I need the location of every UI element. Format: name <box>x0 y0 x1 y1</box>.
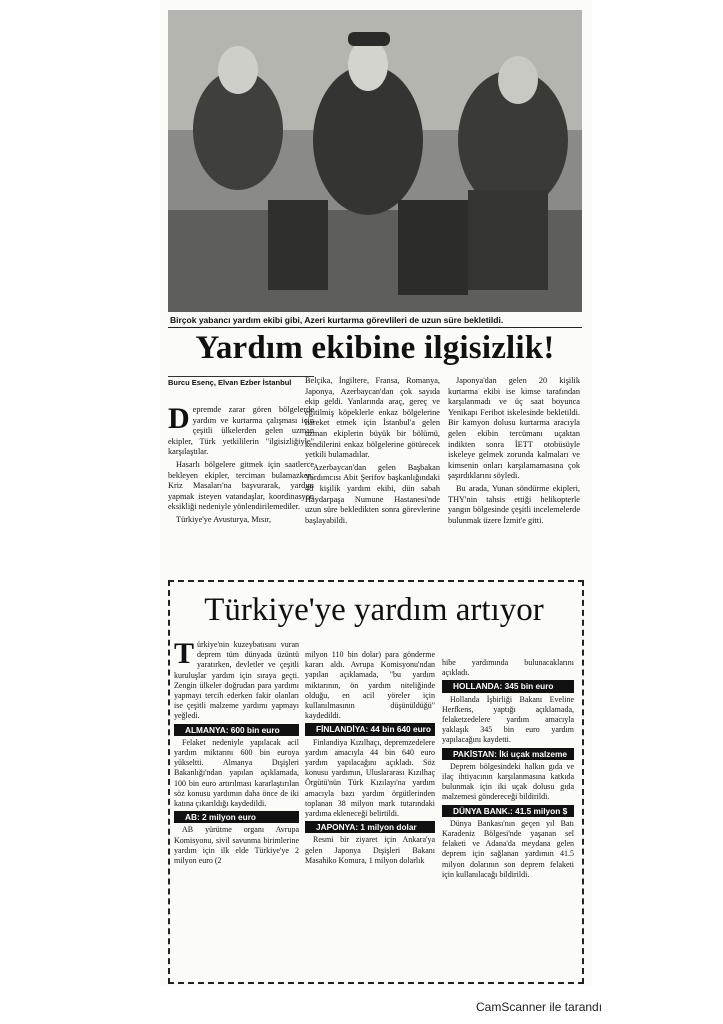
article1-headline: Yardım ekibine ilgisizlik! <box>195 330 555 366</box>
soldiers-photo-illustration <box>168 10 582 312</box>
article1-paragraph: Hasarlı bölgelere gitmek için saatlerce bekleyen ekipler, terciman bulamazken; Kriz Masaları'na başvurarak, yardım yapmak isteyen vatandaşlar, koordinasyon eksikliği nedeniyle yönlendirilemediler. <box>168 459 314 512</box>
article1-paragraph: Depremde zarar gören bölgelerde yardım ve kurtarma çalışması için çeşitli ülkelerden gelen uzman ekipler, Türk yetkililerin "ilgisizliğiyle" karşılaştılar. <box>168 402 314 457</box>
article1-column-1 <box>168 402 314 528</box>
article1-column-2 <box>305 376 440 528</box>
photo-caption: Birçok yabancı yardım ekibi gibi, Azeri kurtarma görevlileri de uzun süre bekletildi. <box>170 315 504 325</box>
article2-column-1 <box>174 637 299 868</box>
section-heading-japonya: JAPONYA: 1 milyon dolar <box>305 821 435 833</box>
article2-headline: Türkiye'ye yardım artıyor <box>204 592 544 628</box>
article2-paragraph: hibe yardımında bulunacaklarını açıkladı. <box>442 658 574 678</box>
article2-paragraph: Resmi bir ziyaret için Ankara'ya gelen Japonya Dışişleri Bakanı Masahiko Komura, 1 milyon dolarlık <box>305 835 435 865</box>
article2-paragraph: Deprem bölgesindeki halkın gıda ve ilaç ihtiyacının karşılanmasına katkıda bulunmak için iki uçak dolusu gıda malzemesi göndereceği bildirildi. <box>442 761 574 802</box>
article2-paragraph: milyon 110 bin dolar) para gönderme kararı aldı. Avrupa Komisyonu'ndan yapılan açıklamada, "bu yardım miktarının, ön yardım niteliğinde olduğu, en acil yöreler için kullanılmasının düşünüldüğü" kaydedildi. <box>305 650 435 721</box>
article2-paragraph: Dünya Bankası'nın geçen yıl Batı Karadeniz Bölgesi'nde yaşanan sel felaketi ve Adana'da meydana gelen deprem için sağlanan yardımın 41.5 milyon dolarının son deprem felaketi için kullanılacağı bildirildi. <box>442 818 574 879</box>
article2-column-3 <box>442 658 574 882</box>
scanner-watermark: CamScanner ile tarandı <box>476 1000 603 1014</box>
section-heading-ab: AB: 2 milyon euro <box>174 811 299 823</box>
section-heading-almanya: ALMANYA: 600 bin euro <box>174 724 299 736</box>
article2-paragraph: AB yürütme organı Avrupa Komisyonu, sivil savunma birimlerine yardım için ilk elde Türkiye'ye 2 milyon euro (2 <box>174 825 299 866</box>
article1-paragraph: Bu arada, Yunan söndürme ekipleri, THY'nin tahsis ettiği helikopterle yangın bölgesinde çeşitli incelemelerde bulunmak üzere İzmit'e gitti. <box>448 483 580 525</box>
article1-paragraph: Japonya'dan gelen 20 kişilik kurtarma ekibi ise kimse tarafından karşılanmadı ve üç saat boyunca Yenikapı Feribot iskelesinde bekletildi. Bir kamyon dolusu kurtarma aracıyla gelen ekibin tercümanı uçaktan indikten sonra İETT otobüsüyle iskeleye gelmek zorunda kalmaları ve kimsenin onları karşılamamasına çok şaşırdıklarını söyledi. <box>448 376 580 481</box>
drop-cap: T <box>174 637 195 670</box>
news-photo <box>168 10 582 312</box>
section-heading-dunya-bank: DÜNYA BANK.: 41.5 milyon $ <box>442 805 574 817</box>
byline: Burcu Esenç, Elvan Ezber İstanbul <box>168 376 314 390</box>
article2-paragraph: Felaket nedeniyle yapılacak acil yardım miktarını 600 bin euroya yükseltti. Almanya Dışişleri Bakanlığı'ndan yapılan açıklamada, 100 bin euro artırılması kararlaştırılan söz konusu yardımın daha önce de iki katına çıkarıldığı kaydedildi. <box>174 737 299 809</box>
section-heading-pakistan: PAKİSTAN: İki uçak malzeme <box>442 748 574 760</box>
article2-paragraph: Türkiye'nin kuzeybatısını vuran deprem tüm dünyada üzüntü yaratırken, devletler ve çeşitli kuruluşlar yardım için sıraya geçti. Zengin ülkeler doğrudan para yardımı yapmayı tercih ederken fakir olanları ise çeşitli malzeme yardımı yapmayı yeğledi. <box>174 637 299 721</box>
article2-column-2 <box>305 650 435 868</box>
article1-paragraph: Belçika, İngiltere, Fransa, Romanya, Japonya, Azerbaycan'dan çok sayıda ekip geldi. Yanlarında araç, gereç ve eğitilmiş köpeklerle enkaz bölgelerine hareket etmek için İstanbul'a gelen uzman ekiplerin büyük bir bölümü, kendilerini enkaz bölgelerine götürecek yetkili bulamadılar. <box>305 376 440 460</box>
article1-column-3 <box>448 376 580 528</box>
article2-paragraph: Finlandiya Kızılhaçı, depremzedelere yardım amacıyla 44 bin 640 euro yardım yapılacağını açıkladı. Söz konusu yardımın, Uluslararası Kızılhaç Örgütü'nün Türk Kızılayı'na yardım amacıyla bazı yardım örgütlerinden toplanan 38 milyon mark tutarındaki yardıma ekleneceği belirtildi. <box>305 737 435 819</box>
section-heading-hollanda: HOLLANDA: 345 bin euro <box>442 680 574 692</box>
article1-paragraph: Azerbaycan'dan gelen Başbakan Yardımcısı Abit Şerifov başkanlığındaki 48 kişilik yardım ekibi, dün sabah Haydarpaşa Numune Hastanesi'nde uzun süre bekledikten sonra görevlerine başlayabildi. <box>305 462 440 525</box>
section-heading-finlandiya: FİNLANDİYA: 44 bin 640 euro <box>305 723 435 735</box>
article1-paragraph: Türkiye'ye Avusturya, Mısır, <box>176 514 272 524</box>
article2-paragraph: Hollanda İşbirliği Bakanı Eveline Herfkens, yaptığı açıklamada, felaketzedelere yardım amacıyla yaklaşık 345 bin euro yardım yapılacağını kaydetti. <box>442 694 574 745</box>
drop-cap: D <box>168 402 190 435</box>
divider <box>168 327 582 328</box>
